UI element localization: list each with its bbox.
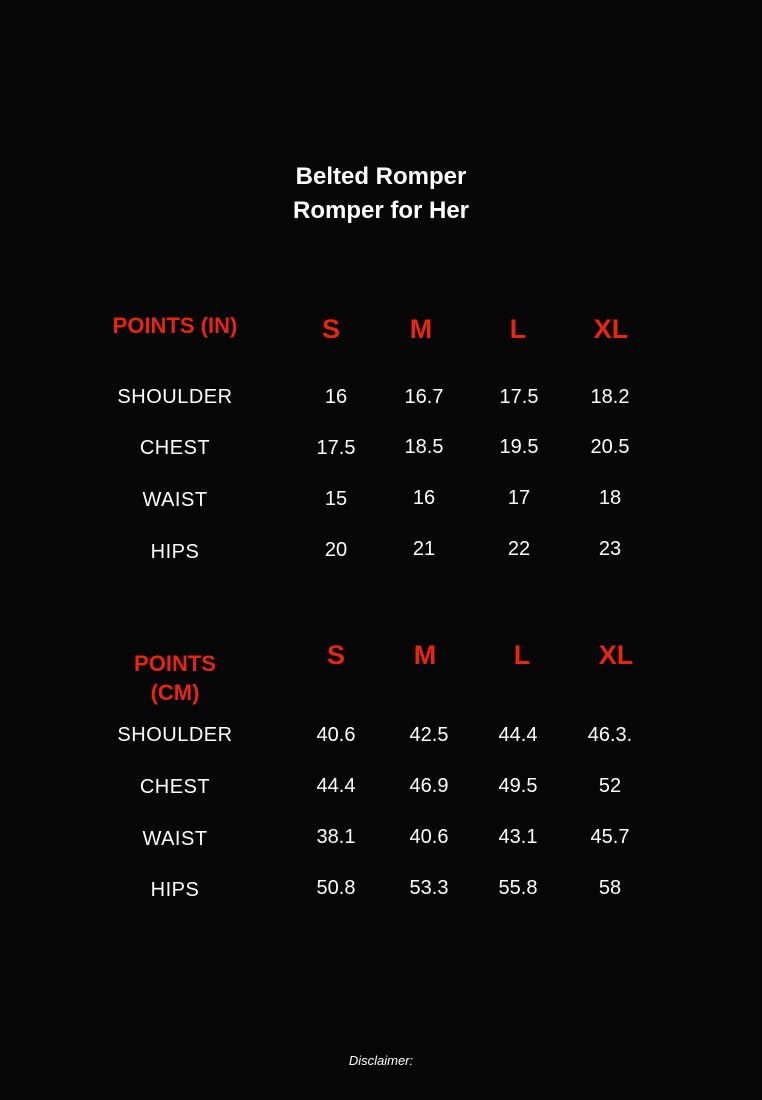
product-subtitle: Romper for Her <box>292 197 470 224</box>
table-cell: 52 <box>598 775 622 797</box>
table-cell: 21 <box>412 538 436 560</box>
table-cell: 22 <box>507 538 531 560</box>
table-cell: 18.5 <box>404 436 444 458</box>
table-cell: 16 <box>324 386 348 408</box>
table-cell: 44.4 <box>316 775 356 797</box>
table-cell: 46.9 <box>409 775 449 797</box>
table-cell: 55.8 <box>498 877 538 899</box>
table-cell: 17 <box>507 487 531 509</box>
table-cell: 40.6 <box>409 826 449 848</box>
table-cell: 16.7 <box>404 386 444 408</box>
row-label-shoulder: SHOULDER <box>117 386 233 408</box>
disclaimer-text: Disclaimer: <box>348 1053 414 1068</box>
table-cell: 23 <box>598 538 622 560</box>
table-cell: 49.5 <box>498 775 538 797</box>
table-cell: 18 <box>598 487 622 509</box>
table-cell: 45.7 <box>590 826 630 848</box>
table-cell: 43.1 <box>498 826 538 848</box>
table-cell: 17.5 <box>499 386 539 408</box>
table-cell: 46.3. <box>587 724 633 746</box>
table-cell: 16 <box>412 487 436 509</box>
table-cell: 18.2 <box>590 386 630 408</box>
size-header-l: L <box>509 314 527 344</box>
table-cell: 19.5 <box>499 436 539 458</box>
row-label-shoulder: SHOULDER <box>117 724 233 746</box>
table-cell: 42.5 <box>409 724 449 746</box>
table-cell: 50.8 <box>316 877 356 899</box>
table-cell: 20.5 <box>590 436 630 458</box>
row-label-waist: WAIST <box>142 828 208 850</box>
table-cell: 53.3 <box>409 877 449 899</box>
table-cell: 58 <box>598 877 622 899</box>
row-label-waist: WAIST <box>142 489 208 511</box>
row-label-chest: CHEST <box>139 776 211 798</box>
size-header-xl: XL <box>593 314 629 344</box>
size-header-l: L <box>513 640 531 670</box>
size-header-m: M <box>413 640 437 670</box>
table-cell: 44.4 <box>498 724 538 746</box>
points-header: POINTS (CM) <box>134 651 216 705</box>
table-cell: 17.5 <box>316 437 356 459</box>
table-cell: 40.6 <box>316 724 356 746</box>
size-header-m: M <box>409 314 433 344</box>
table-cell: 15 <box>324 488 348 510</box>
row-label-hips: HIPS <box>150 541 200 563</box>
product-title: Belted Romper <box>295 163 467 190</box>
row-label-hips: HIPS <box>150 879 200 901</box>
table-cell: 20 <box>324 539 348 561</box>
table-cell: 38.1 <box>316 826 356 848</box>
size-header-s: S <box>326 640 346 670</box>
size-header-s: S <box>321 314 341 344</box>
row-label-chest: CHEST <box>139 437 211 459</box>
points-header: POINTS (IN) <box>112 313 238 338</box>
size-header-xl: XL <box>598 640 634 670</box>
